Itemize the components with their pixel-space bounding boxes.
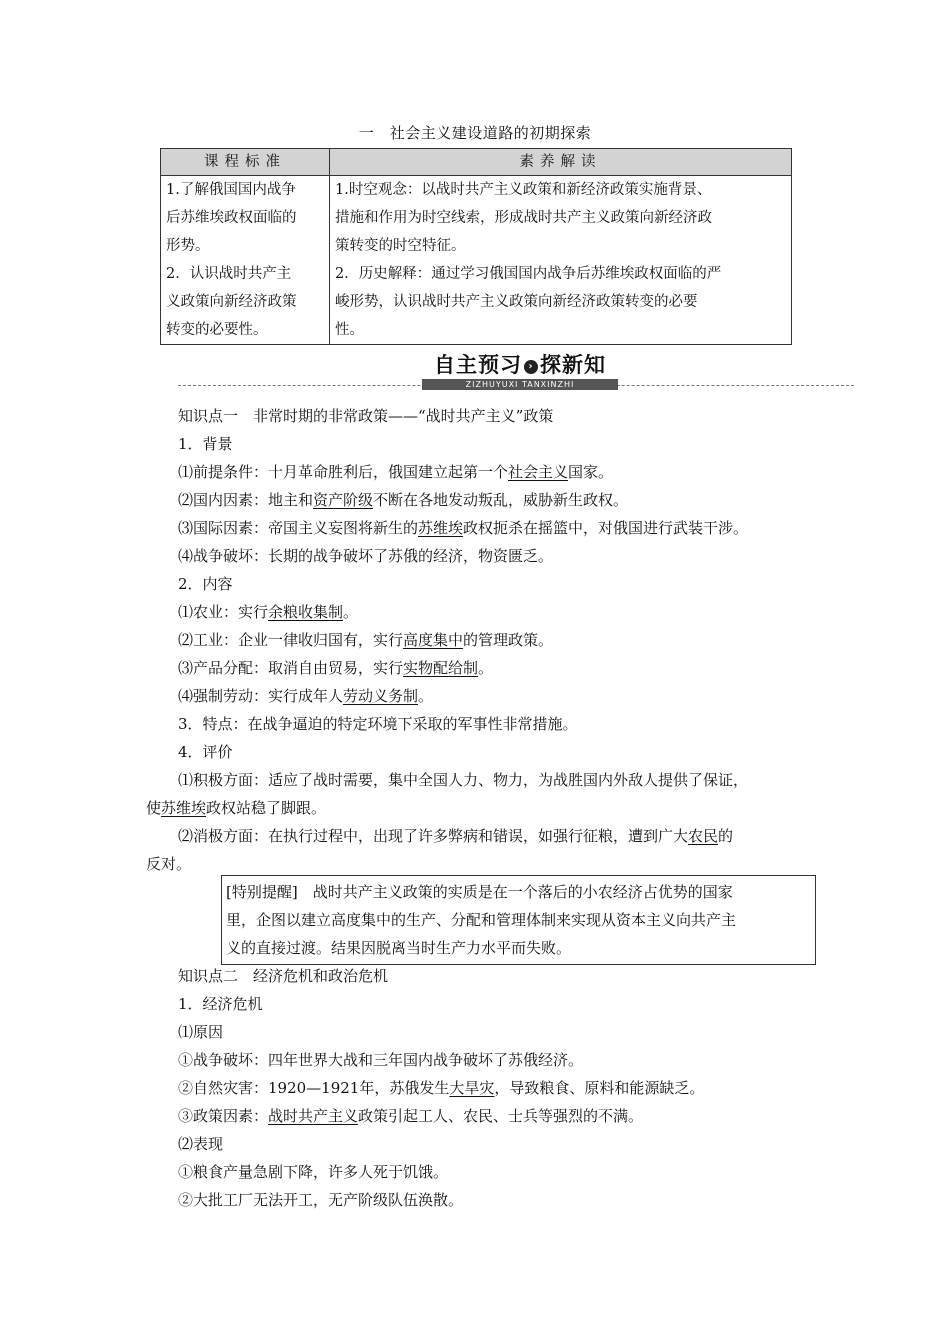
kp1-content-title: 2．内容 <box>178 575 233 593</box>
kp2-manifestation-item: ①粮食产量急剧下降，许多人死于饥饿。 <box>178 1163 449 1181</box>
literacy-line: 峻形势，认识战时共产主义政策向新经济政策转变的必要 <box>335 294 698 310</box>
standards-line: 后苏维埃政权面临的 <box>166 210 297 226</box>
kp1-background-item: ⑷战争破坏：长期的战争破坏了苏俄的经济，物资匮乏。 <box>178 547 554 565</box>
standards-cell <box>161 176 330 345</box>
kp2-cause-item: ①战争破坏：四年世界大战和三年国内战争破坏了苏俄经济。 <box>178 1051 584 1069</box>
answer-blank: 劳动义务制 <box>343 687 419 705</box>
kp1-evaluation-negative: ⑵消极方面：在执行过程中，出现了许多弊病和错误，如强行征粮，遭到广大农民的 <box>178 827 734 845</box>
standards-line: 义政策向新经济政策 <box>166 294 297 310</box>
standards-line: 2．认识战时共产主 <box>166 266 292 282</box>
kp2-manifestation-title: ⑵表现 <box>178 1135 224 1153</box>
kp2-cause-item: ②自然灾害：1920—1921年，苏俄发生大旱灾，导致粮食、原料和能源缺乏。 <box>178 1079 705 1097</box>
literacy-line: 措施和作用为时空线索，形成战时共产主义政策向新经济政 <box>335 210 712 226</box>
answer-blank: 社会主义 <box>508 463 569 481</box>
kp2-heading: 知识点二 经济危机和政治危机 <box>178 967 389 985</box>
kp1-feature: 3．特点：在战争逼迫的特定环境下采取的军事性非常措施。 <box>178 715 578 733</box>
section-banner <box>178 352 854 392</box>
kp1-evaluation-positive: ⑴积极方面：适应了战时需要，集中全国人力、物力，为战胜国内外敌人提供了保证， <box>178 771 749 789</box>
kp2-cause-title: ⑴原因 <box>178 1023 224 1041</box>
kp1-background-item: ⑶国际因素：帝国主义妄图将新生的苏维埃政权扼杀在摇篮中，对俄国进行武装干涉。 <box>178 519 749 537</box>
answer-blank: 农民 <box>688 827 719 845</box>
reminder-line: 义的直接过渡。结果因脱离当时生产力水平而失败。 <box>226 939 572 957</box>
answer-blank: 战时共产主义 <box>268 1107 359 1125</box>
kp1-background-item: ⑴前提条件：十月革命胜利后，俄国建立起第一个社会主义国家。 <box>178 463 614 481</box>
kp1-background-title: 1．背景 <box>178 435 233 453</box>
answer-blank: 余粮收集制 <box>268 603 344 621</box>
banner-label <box>422 352 618 390</box>
answer-blank: 苏维埃 <box>418 519 464 537</box>
reminder-line: 里，企图以建立高度集中的生产、分配和管理体制来实现从资本主义向共产主 <box>226 911 737 929</box>
kp2-cause-item: ③政策因素：战时共产主义政策引起工人、农民、士兵等强烈的不满。 <box>178 1107 644 1125</box>
kp2-manifestation-item: ②大批工厂无法开工，无产阶级队伍涣散。 <box>178 1191 464 1209</box>
literacy-line: 1.时空观念：以战时共产主义政策和新经济政策实施背景、 <box>335 182 712 198</box>
banner-text-new-knowledge: 探新知 <box>540 353 606 377</box>
standards-line: 转变的必要性。 <box>166 322 268 338</box>
literacy-line: 策转变的时空特征。 <box>335 238 466 254</box>
special-reminder-box <box>221 875 816 965</box>
literacy-line: 2．历史解释：通过学习俄国国内战争后苏维埃政权面临的严 <box>335 266 722 282</box>
literacy-line: 性。 <box>335 322 364 338</box>
table-header-literacy: 素养解读 <box>330 149 792 176</box>
kp1-content-item: ⑶产品分配：取消自由贸易，实行实物配给制。 <box>178 659 494 677</box>
kp2-economic-crisis-title: 1．经济危机 <box>178 995 263 1013</box>
chevron-right-icon: › <box>524 360 538 374</box>
answer-blank: 高度集中 <box>403 631 464 649</box>
kp1-evaluation-positive-cont: 使苏维埃政权站稳了脚跟。 <box>146 799 327 817</box>
literacy-cell <box>330 176 792 345</box>
kp1-heading: 知识点一 非常时期的非常政策——“战时共产主义”政策 <box>178 407 554 425</box>
kp1-evaluation-title: 4．评价 <box>178 743 233 761</box>
kp1-evaluation-negative-cont: 反对。 <box>146 855 192 873</box>
kp1-background-item: ⑵国内因素：地主和资产阶级不断在各地发动叛乱，威胁新生政权。 <box>178 491 629 509</box>
reminder-line: [特别提醒] 战时共产主义政策的实质是在一个落后的小农经济占优势的国家 <box>226 883 733 901</box>
kp1-content-item: ⑷强制劳动：实行成年人劳动义务制。 <box>178 687 434 705</box>
curriculum-standards-table <box>160 148 792 345</box>
answer-blank: 实物配给制 <box>403 659 479 677</box>
standards-line: 1.了解俄国国内战争 <box>166 182 296 198</box>
page-title: 一 社会主义建设道路的初期探索 <box>358 124 592 142</box>
answer-blank: 大旱灾 <box>449 1079 495 1097</box>
kp1-content-item: ⑴农业：实行余粮收集制。 <box>178 603 359 621</box>
table-header-standards: 课程标准 <box>161 149 330 176</box>
answer-blank: 苏维埃 <box>161 799 207 817</box>
standards-line: 形势。 <box>166 238 210 254</box>
answer-blank: 资产阶级 <box>313 491 374 509</box>
banner-subtitle: ZIZHUYUXI TANXINZHI <box>422 379 618 390</box>
kp1-content-item: ⑵工业：企业一律收归国有，实行高度集中的管理政策。 <box>178 631 554 649</box>
banner-text-preview: 自主预习 <box>434 353 522 377</box>
